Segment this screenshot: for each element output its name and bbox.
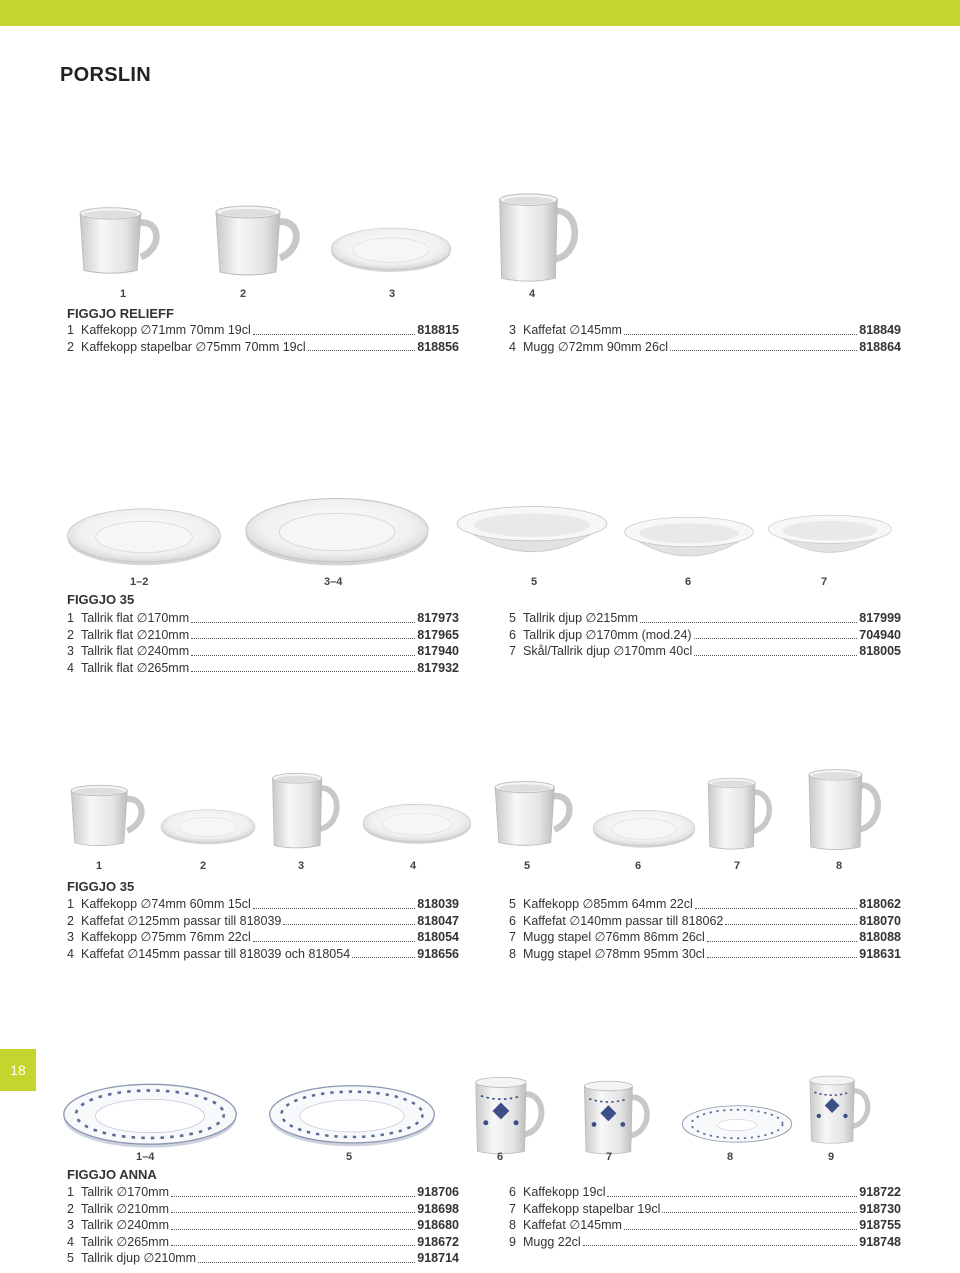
saucer-145-image <box>362 800 472 848</box>
row-code: 818054 <box>417 930 459 945</box>
dot-leader <box>725 913 857 926</box>
row-index: 3 <box>509 323 516 337</box>
row-index: 1 <box>67 1185 74 1199</box>
item-number: 5 <box>531 576 538 588</box>
row-code: 918755 <box>859 1218 901 1233</box>
row-description: Skål/Tallrik djup ∅170mm 40cl <box>523 644 693 659</box>
row-description: Tallrik djup ∅170mm (mod.24) <box>523 627 692 642</box>
item-number: 1 <box>96 860 103 872</box>
row-index: 2 <box>67 913 74 928</box>
dot-leader <box>670 339 857 352</box>
row-index: 2 <box>67 339 74 354</box>
row-description: Kaffekopp ∅74mm 60mm 15cl <box>81 897 251 911</box>
product-row <box>509 610 901 627</box>
row-description: Tallrik flat ∅240mm <box>81 644 190 659</box>
dot-leader <box>607 1184 857 1197</box>
row-index: 6 <box>509 627 516 642</box>
dot-leader <box>171 1234 415 1247</box>
row-index: 3 <box>67 644 74 659</box>
item-number: 1–4 <box>136 1151 155 1163</box>
row-index: 2 <box>67 627 74 642</box>
row-index: 1 <box>67 897 74 911</box>
product-row <box>67 610 459 627</box>
section-title-anna: FIGGJO ANNA <box>67 1167 157 1182</box>
product-list <box>67 610 459 676</box>
row-description: Mugg ∅72mm 90mm 26cl <box>523 339 668 354</box>
item-number: 5 <box>524 860 531 872</box>
product-row <box>509 339 901 356</box>
row-index: 1 <box>67 611 74 625</box>
relieff-cup-image <box>72 202 168 278</box>
dot-leader <box>707 929 857 942</box>
item-number: 8 <box>727 1151 734 1163</box>
row-index: 8 <box>509 946 516 961</box>
row-code: 918730 <box>859 1201 901 1216</box>
relieff-mug-image <box>492 190 588 286</box>
relieff-stackable-cup-image <box>208 200 308 280</box>
row-index: 9 <box>509 1234 516 1249</box>
row-code: 818005 <box>859 644 901 659</box>
row-index: 2 <box>67 1201 74 1216</box>
row-description: Tallrik ∅210mm <box>81 1201 169 1216</box>
section-title-figgjo35-plates: FIGGJO 35 <box>67 592 135 607</box>
dot-leader <box>191 627 415 640</box>
row-description: Kaffekopp stapelbar ∅75mm 70mm 19cl <box>81 339 306 354</box>
mug-30cl-image <box>800 766 892 854</box>
dot-leader <box>191 660 415 673</box>
item-number: 6 <box>635 860 642 872</box>
row-code: 818047 <box>417 913 459 928</box>
row-code: 704940 <box>859 627 901 642</box>
product-row <box>67 627 459 644</box>
row-index: 1 <box>67 323 74 337</box>
item-number: 5 <box>346 1151 353 1163</box>
product-row <box>67 643 459 660</box>
item-number: 2 <box>200 860 207 872</box>
product-row <box>67 1217 459 1234</box>
item-number: 6 <box>685 576 692 588</box>
product-row <box>67 1201 459 1218</box>
saucer-140-image <box>592 808 696 850</box>
row-description: Kaffekopp ∅75mm 76mm 22cl <box>81 930 251 945</box>
row-code: 817940 <box>417 644 459 659</box>
product-row <box>509 1217 901 1234</box>
item-number: 7 <box>734 860 741 872</box>
row-index: 4 <box>67 1234 74 1249</box>
anna-cup-image <box>468 1074 554 1158</box>
row-index: 4 <box>67 660 74 675</box>
row-code: 918722 <box>859 1185 901 1199</box>
item-number: 3–4 <box>324 576 343 588</box>
dot-leader <box>171 1217 415 1230</box>
relieff-saucer-image <box>330 218 452 282</box>
row-code: 818849 <box>859 323 901 337</box>
row-index: 8 <box>509 1218 516 1233</box>
item-number: 1 <box>120 288 127 300</box>
row-code: 817965 <box>417 627 459 642</box>
top-accent-bar <box>0 0 960 26</box>
row-code: 817973 <box>417 611 459 625</box>
product-row <box>67 322 459 339</box>
product-row <box>509 913 901 930</box>
item-number: 9 <box>828 1151 835 1163</box>
flat-plate-small-image <box>66 500 222 574</box>
cup-22cl-image <box>262 770 352 852</box>
row-index: 7 <box>509 930 516 945</box>
product-row <box>67 1184 459 1201</box>
row-index: 5 <box>509 611 516 625</box>
page-title: PORSLIN <box>60 64 151 86</box>
row-description: Tallrik flat ∅210mm <box>81 627 190 642</box>
anna-saucer-image <box>680 1100 794 1148</box>
item-number: 8 <box>836 860 843 872</box>
row-description: Tallrik flat ∅170mm <box>81 611 190 625</box>
row-index: 6 <box>509 913 516 928</box>
row-index: 7 <box>509 1201 516 1216</box>
row-description: Tallrik ∅240mm <box>81 1218 169 1233</box>
product-row <box>67 946 459 963</box>
item-number: 7 <box>821 576 828 588</box>
row-index: 3 <box>67 930 74 945</box>
product-row <box>509 929 901 946</box>
product-list <box>509 322 901 355</box>
deep-plate-mod24-image <box>622 508 756 572</box>
dot-leader <box>253 896 416 909</box>
flat-plate-large-image <box>244 488 430 576</box>
row-description: Kaffefat ∅145mm <box>523 323 622 337</box>
dot-leader <box>624 1217 857 1230</box>
product-row <box>509 643 901 660</box>
dot-leader <box>694 627 858 640</box>
anna-mug-image <box>804 1064 878 1156</box>
product-list <box>509 896 901 962</box>
row-description: Kaffekopp ∅85mm 64mm 22cl <box>523 897 693 911</box>
item-number: 6 <box>497 1151 504 1163</box>
row-description: Tallrik ∅265mm <box>81 1234 169 1249</box>
item-number: 3 <box>298 860 305 872</box>
dot-leader <box>191 643 415 656</box>
dot-leader <box>352 946 415 959</box>
cup-85mm-image <box>484 776 584 850</box>
row-code: 818039 <box>417 897 459 911</box>
product-list <box>67 896 459 962</box>
dot-leader <box>583 1234 858 1247</box>
product-row <box>67 896 459 913</box>
row-code: 818815 <box>417 323 459 337</box>
row-code: 818088 <box>859 930 901 945</box>
row-code: 918706 <box>417 1185 459 1199</box>
saucer-125-image <box>160 806 256 848</box>
row-index: 4 <box>67 946 74 961</box>
row-code: 918631 <box>859 946 901 961</box>
dot-leader <box>171 1184 415 1197</box>
row-description: Kaffekopp 19cl <box>523 1185 606 1199</box>
row-index: 7 <box>509 644 516 659</box>
item-number: 2 <box>240 288 247 300</box>
row-description: Kaffefat ∅140mm passar till 818062 <box>523 913 724 928</box>
row-description: Kaffekopp ∅71mm 70mm 19cl <box>81 323 251 337</box>
item-number: 7 <box>606 1151 613 1163</box>
row-description: Kaffefat ∅145mm <box>523 1218 622 1233</box>
anna-stackable-cup-image <box>574 1078 662 1158</box>
row-code: 818864 <box>859 339 901 354</box>
row-index: 5 <box>509 897 516 911</box>
row-code: 818062 <box>859 897 901 911</box>
product-list <box>67 1184 459 1267</box>
product-row <box>509 1184 901 1201</box>
row-index: 6 <box>509 1185 516 1199</box>
row-index: 3 <box>67 1218 74 1233</box>
row-description: Mugg stapel ∅76mm 86mm 26cl <box>523 930 705 945</box>
dot-leader <box>695 896 858 909</box>
row-code: 918672 <box>417 1234 459 1249</box>
product-list <box>509 610 901 660</box>
product-row <box>509 1234 901 1251</box>
row-description: Tallrik flat ∅265mm <box>81 660 190 675</box>
row-description: Kaffefat ∅125mm passar till 818039 <box>81 913 282 928</box>
row-description: Tallrik djup ∅215mm <box>523 611 639 625</box>
cup-15cl-image <box>64 780 152 850</box>
dot-leader <box>283 913 415 926</box>
section-title-figgjo35-cups: FIGGJO 35 <box>67 879 135 894</box>
dot-leader <box>198 1250 415 1263</box>
row-code: 918698 <box>417 1201 459 1216</box>
row-index: 5 <box>67 1251 74 1266</box>
item-number: 4 <box>529 288 536 300</box>
row-description: Mugg 22cl <box>523 1234 581 1249</box>
row-code: 818070 <box>859 913 901 928</box>
product-list <box>509 1184 901 1250</box>
row-description: Kaffefat ∅145mm passar till 818039 och 818054 <box>81 946 351 961</box>
dot-leader <box>662 1201 857 1214</box>
item-number: 3 <box>389 288 396 300</box>
item-number: 1–2 <box>130 576 149 588</box>
row-description: Tallrik ∅170mm <box>81 1185 169 1199</box>
dot-leader <box>308 339 416 352</box>
product-row <box>67 660 459 677</box>
product-row <box>67 1250 459 1267</box>
dot-leader <box>694 643 857 656</box>
row-description: Kaffekopp stapelbar 19cl <box>523 1201 661 1216</box>
row-code: 918748 <box>859 1234 901 1249</box>
dot-leader <box>640 610 857 623</box>
item-number: 4 <box>410 860 417 872</box>
bowl-image <box>766 502 894 572</box>
anna-deep-plate-image <box>268 1078 436 1154</box>
product-row <box>509 896 901 913</box>
product-row <box>509 322 901 339</box>
row-code: 817932 <box>417 660 459 675</box>
dot-leader <box>624 322 857 335</box>
row-code: 918714 <box>417 1251 459 1266</box>
row-description: Tallrik djup ∅210mm <box>81 1251 197 1266</box>
row-code: 817999 <box>859 611 901 625</box>
row-description: Mugg stapel ∅78mm 95mm 30cl <box>523 946 705 961</box>
deep-plate-image <box>454 494 610 572</box>
dot-leader <box>253 929 416 942</box>
product-row <box>67 913 459 930</box>
row-code: 818856 <box>417 339 459 354</box>
product-row <box>509 627 901 644</box>
row-code: 918656 <box>417 946 459 961</box>
product-row <box>67 339 459 356</box>
dot-leader <box>171 1201 415 1214</box>
page-number-tab: 18 <box>0 1049 36 1091</box>
row-code: 918680 <box>417 1218 459 1233</box>
product-row <box>67 1234 459 1251</box>
row-index: 4 <box>509 339 516 354</box>
section-title-relieff: FIGGJO RELIEFF <box>67 306 174 321</box>
anna-plate-image <box>62 1078 238 1154</box>
product-row <box>509 946 901 963</box>
dot-leader <box>253 322 416 335</box>
dot-leader <box>191 610 415 623</box>
dot-leader <box>707 946 857 959</box>
product-list <box>67 322 459 355</box>
product-row <box>67 929 459 946</box>
mug-26cl-image <box>702 774 780 854</box>
product-row <box>509 1201 901 1218</box>
